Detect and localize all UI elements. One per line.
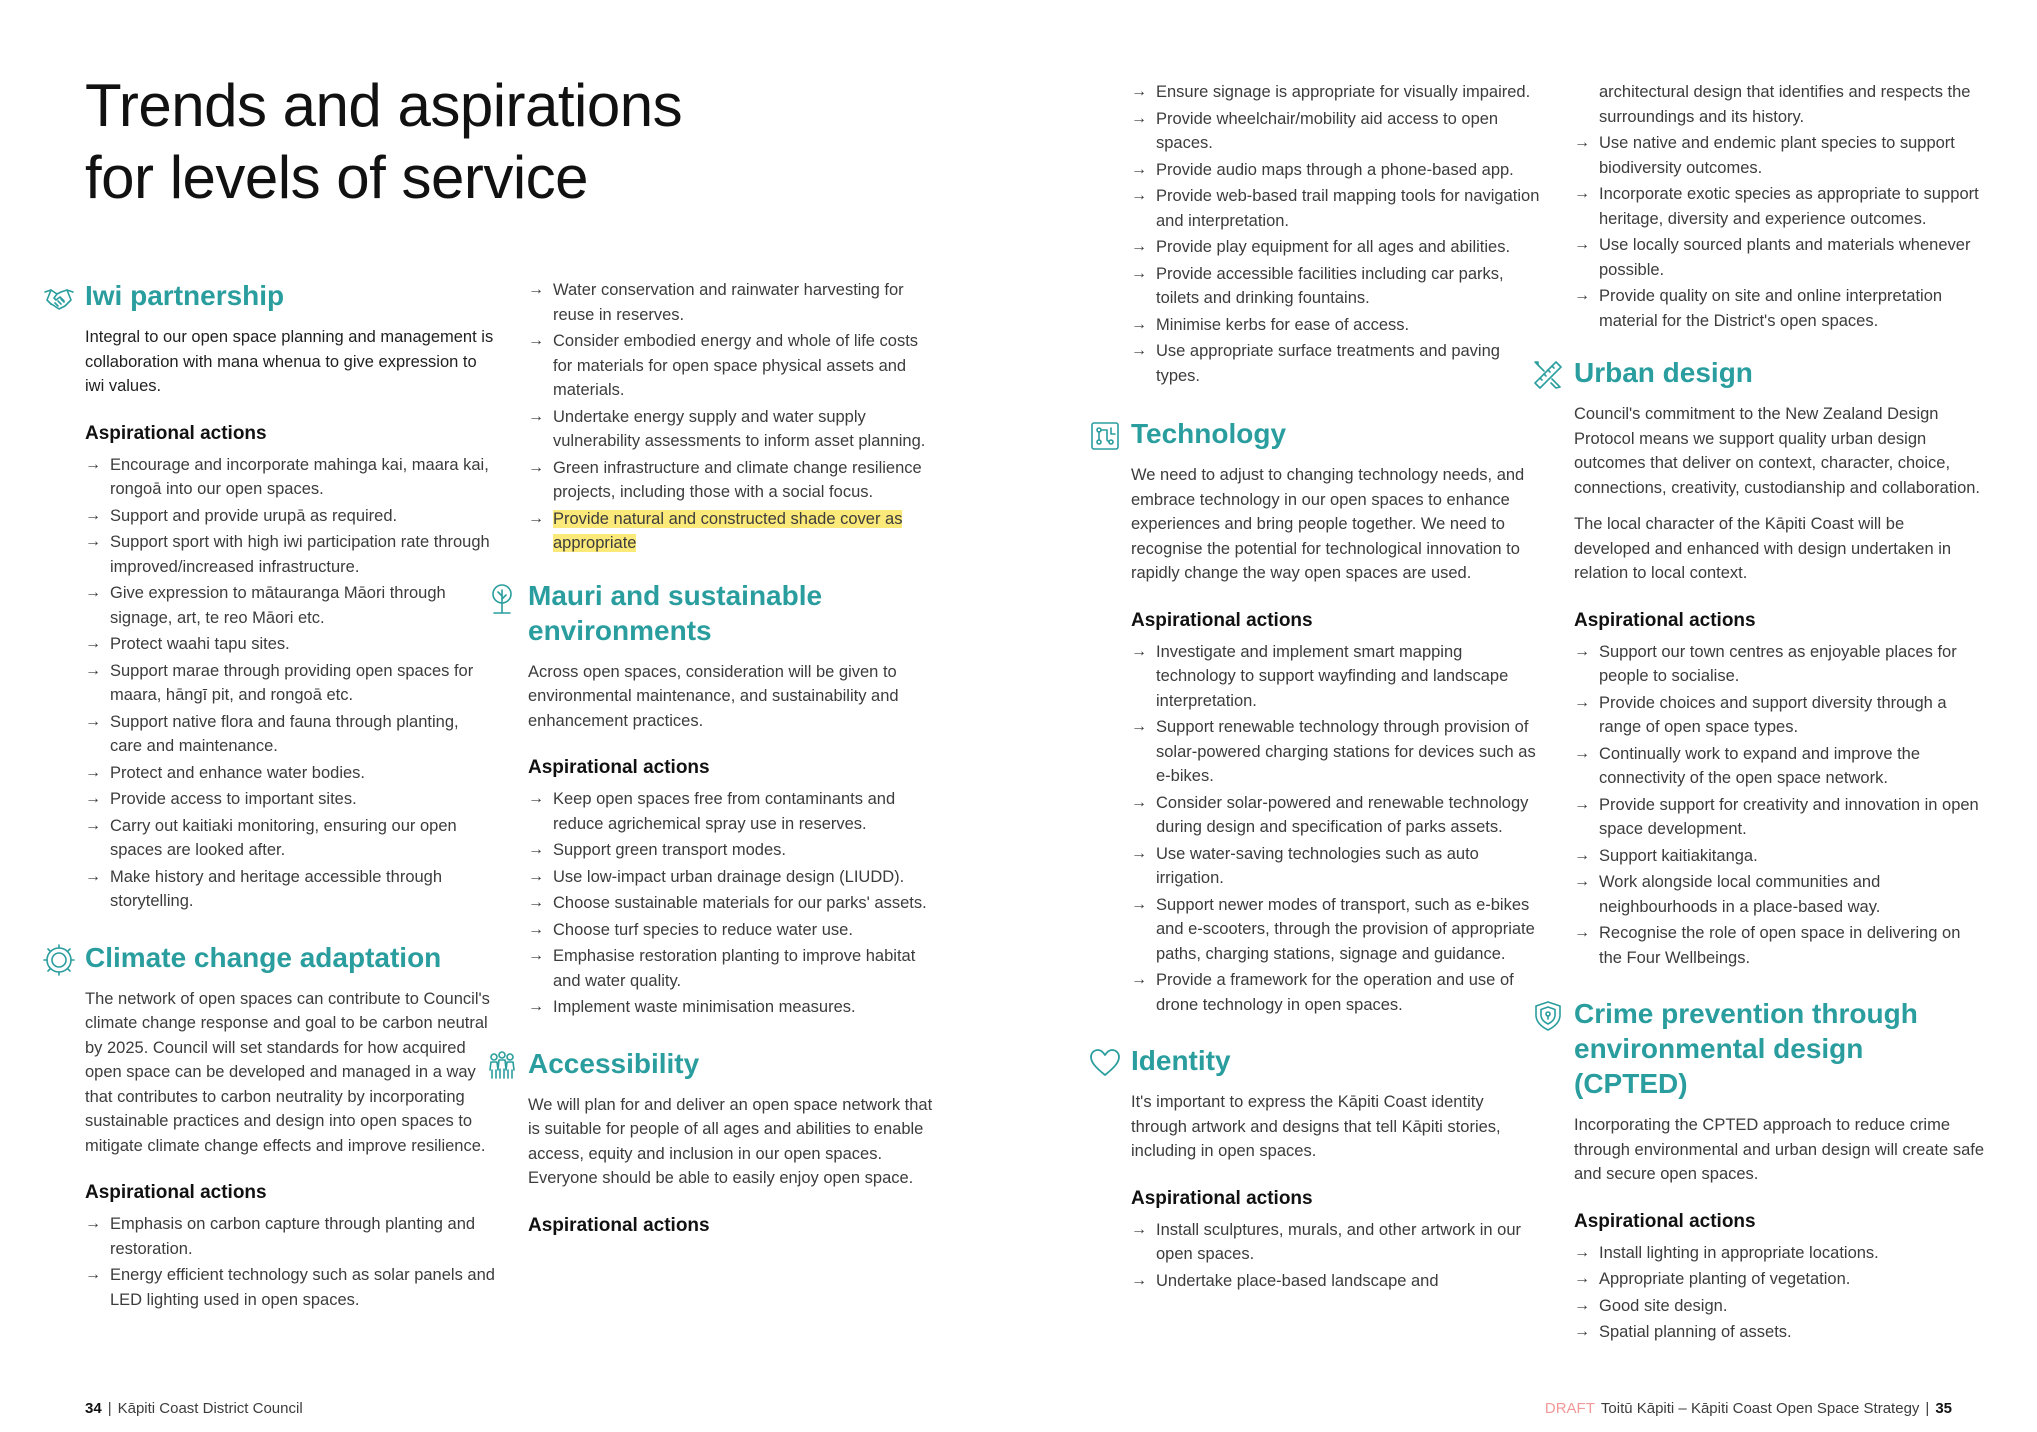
section-accessibility-continued	[1131, 80, 1541, 388]
arrow-right-icon: →	[85, 533, 101, 550]
list-item-text: Consider embodied energy and whole of life costs for materials for open space physical assets and materials.	[553, 332, 919, 399]
technology-intro: We need to adjust to changing technology needs, and embrace technology in our open spaces to enhance experiences and bring people together. We need to recognise the potential for technological innovation to rapidly change the way open spaces are used.	[1131, 466, 1525, 582]
list-item	[1131, 715, 1541, 789]
list-item-text: Choose turf species to reduce water use.	[553, 920, 853, 939]
section-identity-continued	[1574, 80, 1984, 333]
list-item-text: Provide play equipment for all ages and abilities.	[1156, 238, 1511, 256]
list-item-text: Consider solar-powered and renewable technology during design and specification of parks assets.	[1156, 793, 1529, 836]
list-item	[528, 456, 938, 505]
urban-design-intro-2: The local character of the Kāpiti Coast will be developed and enhanced with design undertaken in relation to local context.	[1574, 515, 1952, 582]
arrow-right-icon: →	[85, 816, 101, 834]
arrow-right-icon: →	[1574, 185, 1590, 202]
arrow-right-icon: →	[1131, 83, 1147, 100]
list-item	[1131, 235, 1541, 260]
page-title	[85, 70, 682, 214]
section-accessibility	[528, 1046, 938, 1239]
mauri-heading: Mauri and sustainable environments	[528, 579, 823, 646]
list-item	[85, 530, 495, 579]
list-item	[85, 659, 495, 708]
list-item	[1574, 870, 1984, 919]
list-item-text: Good site design.	[1599, 1296, 1728, 1315]
list-item-text: Support native flora and fauna through planting, care and maintenance.	[110, 712, 459, 755]
list-item	[1574, 921, 1984, 970]
list-item	[1574, 640, 1984, 689]
arrow-right-icon: →	[1574, 1323, 1590, 1340]
climate-intro: The network of open spaces can contribute to Council's climate change response and goal to be carbon neutral by 2025. Council will set standards for how acquired open space can be developed and managed in a way that contributes to carbon neutrality by incorporating sustainable practices and design into open spaces to mitigate climate change effects and improve resilience.	[85, 989, 490, 1155]
list-item-text: Emphasis on carbon capture through planting and restoration.	[110, 1215, 476, 1258]
iwi-heading: Iwi partnership	[85, 280, 285, 311]
arrow-right-icon: →	[1574, 287, 1590, 304]
iwi-intro: Integral to our open space planning and management is collaboration with mana whenua to give expression to iwi values.	[85, 328, 494, 395]
list-item	[1574, 233, 1984, 282]
arrow-right-icon: →	[1574, 134, 1590, 151]
list-item-text: Use water-saving technologies such as auto irrigation.	[1156, 844, 1479, 887]
arrow-right-icon: →	[85, 867, 101, 885]
arrow-right-icon: →	[1131, 793, 1147, 811]
arrow-right-icon: →	[1131, 109, 1147, 127]
list-item-text: Undertake energy supply and water supply vulnerability assessments to inform asset planning.	[553, 407, 926, 450]
list-item-text: Support marae through providing open spaces for maara, hāngī pit, and rongoā etc.	[110, 661, 474, 704]
list-item-text: Provide accessible facilities including car parks, toilets and drinking fountains.	[1156, 264, 1504, 307]
arrow-right-icon: →	[1131, 1220, 1147, 1238]
arrow-right-icon: →	[1574, 873, 1590, 890]
arrow-right-icon: →	[85, 712, 101, 730]
list-item	[85, 1263, 495, 1312]
list-item-text: Support kaitiakitanga.	[1599, 846, 1758, 865]
list-item	[1131, 893, 1541, 967]
arrow-right-icon: →	[1574, 795, 1590, 813]
list-item	[1131, 313, 1541, 338]
arrow-right-icon: →	[85, 1215, 101, 1232]
list-item	[528, 838, 938, 863]
arrow-right-icon: →	[1574, 744, 1590, 762]
list-item-text: Work alongside local communities and neighbourhoods in a place-based way.	[1599, 873, 1881, 916]
arrow-right-icon: →	[528, 920, 544, 938]
heart-icon	[1089, 1047, 1121, 1079]
list-item	[1131, 640, 1541, 714]
list-item-text: Use low-impact urban drainage design (LIUDD).	[553, 867, 905, 886]
arrow-right-icon: →	[1131, 264, 1147, 282]
identity-actions-list-continued	[1574, 131, 1984, 333]
list-item	[1574, 1241, 1984, 1266]
list-item-text: Carry out kaitiaki monitoring, ensuring our open spaces are looked after.	[110, 816, 457, 859]
section-mauri	[528, 578, 938, 1020]
mauri-intro: Across open spaces, consideration will be given to environmental maintenance, and sustainability and enhancement practices.	[528, 662, 899, 730]
list-item-text: Make history and heritage accessible through storytelling.	[110, 867, 443, 910]
arrow-right-icon: →	[1574, 846, 1590, 864]
technology-actions-heading: Aspirational actions	[1131, 609, 1313, 631]
list-item-text: Support sport with high iwi participation rate through improved/increased infrastructure.	[110, 533, 490, 576]
climate-actions-heading: Aspirational actions	[85, 1182, 267, 1203]
climate-highlighted-list	[528, 507, 938, 556]
arrow-right-icon: →	[1131, 1271, 1147, 1289]
list-item	[1131, 184, 1541, 233]
climate-heading: Climate change adaptation	[85, 941, 442, 973]
section-technology	[1131, 416, 1541, 1017]
iwi-actions-heading: Aspirational actions	[85, 422, 267, 444]
list-item	[528, 891, 938, 916]
list-item	[528, 329, 938, 403]
mauri-actions-list	[528, 787, 938, 1020]
technology-actions-list	[1131, 640, 1541, 1018]
list-item-text: Recognise the role of open space in delivering on the Four Wellbeings.	[1599, 924, 1961, 967]
list-item	[528, 865, 938, 890]
list-item-text: Use locally sourced plants and materials whenever possible.	[1599, 236, 1971, 279]
cpted-heading: Crime prevention through environmental design (CPTED)	[1574, 998, 1918, 1099]
arrow-right-icon: →	[528, 458, 544, 476]
list-item	[85, 814, 495, 863]
arrow-right-icon: →	[85, 584, 101, 601]
section-urban-design	[1574, 355, 1984, 970]
list-item-text: Support renewable technology through provision of solar-powered charging stations for devices such as e-bikes.	[1156, 718, 1536, 785]
arrow-right-icon: →	[1574, 1243, 1590, 1261]
list-item	[528, 278, 938, 327]
list-item	[1574, 1267, 1984, 1292]
arrow-right-icon: →	[528, 790, 544, 807]
list-item	[85, 453, 495, 502]
iwi-actions-list	[85, 453, 495, 914]
shield-icon	[1532, 1000, 1564, 1032]
list-item	[1131, 968, 1541, 1017]
list-item-text: Provide support for creativity and innovation in open space development.	[1599, 795, 1979, 838]
urban-design-intro-1: Council's commitment to the New Zealand Design Protocol means we support quality urban design outcomes that deliver on context, character, choice, connections, creativity, custodianship and collaboration.	[1574, 405, 1981, 497]
list-item-text: Incorporate exotic species as appropriate to support heritage, diversity and experience outcomes.	[1599, 185, 1979, 228]
column-2	[528, 278, 938, 1265]
list-item	[1131, 80, 1541, 105]
arrow-right-icon: →	[1131, 895, 1147, 913]
list-item	[528, 944, 938, 993]
list-item-text: Support our town centres as enjoyable places for people to socialise.	[1599, 642, 1957, 685]
identity-heading: Identity	[1131, 1045, 1231, 1076]
list-item	[1574, 1294, 1984, 1319]
section-climate-change	[85, 940, 495, 1313]
page-title-line-2: for levels of service	[85, 144, 589, 211]
list-item-text: Provide wheelchair/mobility aid access to open spaces.	[1156, 109, 1499, 152]
list-item-text: Ensure signage is appropriate for visually impaired.	[1156, 83, 1531, 101]
technology-heading: Technology	[1131, 418, 1287, 449]
arrow-right-icon: →	[1574, 924, 1590, 941]
tree-icon	[486, 582, 518, 614]
list-item-text: Install lighting in appropriate locations.	[1599, 1243, 1879, 1262]
arrow-right-icon: →	[1131, 342, 1147, 359]
list-item	[528, 405, 938, 454]
arrow-right-icon: →	[528, 998, 544, 1015]
accessibility-actions-list	[1131, 80, 1541, 388]
arrow-right-icon: →	[85, 506, 101, 524]
arrow-right-icon: →	[1131, 160, 1147, 178]
arrow-right-icon: →	[528, 841, 544, 858]
arrow-right-icon: →	[85, 1266, 101, 1283]
list-item	[85, 787, 495, 812]
arrow-right-icon: →	[1574, 1270, 1590, 1287]
footer-left	[85, 1400, 303, 1418]
list-item-text: Support newer modes of transport, such as e-bikes and e-scooters, through the provision of appropriate paths, charging stations, signage and guidance.	[1156, 895, 1535, 963]
list-item-text: Choose sustainable materials for our parks' assets.	[553, 894, 927, 912]
circuit-board-icon	[1089, 420, 1121, 452]
list-item-text: Install sculptures, murals, and other artwork in our open spaces.	[1156, 1220, 1521, 1263]
list-item-text: Investigate and implement smart mapping technology to support wayfinding and landscape interpretation.	[1156, 642, 1509, 710]
list-item	[85, 761, 495, 786]
list-item	[85, 632, 495, 657]
list-item	[1574, 793, 1984, 842]
list-item-text: Support green transport modes.	[553, 841, 786, 859]
list-item	[1574, 1320, 1984, 1345]
identity-intro: It's important to express the Kāpiti Coast identity through artwork and designs that tell Kāpiti stories, including in open spaces.	[1131, 1093, 1501, 1160]
section-iwi-partnership	[85, 278, 495, 914]
list-item-text: Spatial planning of assets.	[1599, 1323, 1792, 1341]
list-item	[528, 995, 938, 1020]
arrow-right-icon: →	[1131, 971, 1147, 988]
list-item	[1574, 182, 1984, 231]
list-item-text: Use native and endemic plant species to support biodiversity outcomes.	[1599, 134, 1955, 177]
list-item	[1131, 1269, 1541, 1294]
page-number-right: 35	[1935, 1400, 1952, 1417]
list-item-text: Implement waste minimisation measures.	[553, 998, 856, 1016]
list-item	[85, 710, 495, 759]
column-4	[1574, 80, 1984, 1371]
accessibility-heading: Accessibility	[528, 1047, 700, 1079]
page-number-left: 34	[85, 1400, 102, 1417]
arrow-right-icon: →	[528, 867, 544, 885]
accessibility-actions-heading: Aspirational actions	[528, 1214, 710, 1236]
list-item	[1131, 791, 1541, 840]
arrow-right-icon: →	[1574, 1296, 1590, 1314]
arrow-right-icon: →	[528, 947, 544, 964]
footer-separator: |	[1925, 1400, 1930, 1417]
urban-design-actions-list	[1574, 640, 1984, 971]
list-item-text: Minimise kerbs for ease of access.	[1156, 315, 1410, 334]
arrow-right-icon: →	[1131, 238, 1147, 255]
list-item	[528, 918, 938, 943]
cpted-actions-list	[1574, 1241, 1984, 1345]
cpted-intro: Incorporating the CPTED approach to reduce crime through environmental and urban design will create safe and secure open spaces.	[1574, 1116, 1985, 1183]
page-title-line-1: Trends and aspirations	[85, 72, 683, 139]
urban-design-heading: Urban design	[1574, 357, 1753, 388]
identity-actions-heading: Aspirational actions	[1131, 1187, 1313, 1209]
arrow-right-icon: →	[1574, 642, 1590, 660]
list-item	[1131, 107, 1541, 156]
list-item	[1574, 131, 1984, 180]
list-item-text: Protect and enhance water bodies.	[110, 763, 366, 782]
handshake-icon	[43, 282, 75, 314]
draft-label: DRAFT	[1544, 1400, 1595, 1417]
urban-design-actions-heading: Aspirational actions	[1574, 609, 1756, 631]
section-cpted	[1574, 996, 1984, 1345]
accessibility-intro: We will plan for and deliver an open space network that is suitable for people of all ages and abilities to enable access, equity and inclusion in our open spaces. Everyone should be able to easily enjoy open space.	[528, 1095, 933, 1187]
arrow-right-icon: →	[528, 281, 544, 298]
list-item-text: Use appropriate surface treatments and paving types.	[1156, 342, 1500, 385]
list-item-text: Give expression to mātauranga Māori through signage, art, te reo Māori etc.	[110, 584, 446, 627]
column-3	[1131, 80, 1541, 1319]
list-item	[1574, 691, 1984, 740]
arrow-right-icon: →	[85, 790, 101, 807]
list-item	[1574, 844, 1984, 869]
list-item	[528, 507, 938, 556]
arrow-right-icon: →	[1131, 844, 1147, 862]
arrow-right-icon: →	[85, 763, 101, 781]
list-item	[1131, 158, 1541, 183]
arrow-right-icon: →	[1131, 315, 1147, 333]
list-item	[1131, 339, 1541, 388]
arrow-right-icon: →	[528, 407, 544, 425]
arrow-right-icon: →	[528, 332, 544, 349]
list-item	[1131, 842, 1541, 891]
arrow-right-icon: →	[85, 635, 101, 652]
arrow-right-icon: →	[1574, 236, 1590, 253]
list-item	[1574, 284, 1984, 333]
list-item-text: Emphasise restoration planting to improve habitat and water quality.	[553, 947, 916, 990]
identity-action-continued: architectural design that identifies and respects the surroundings and its history.	[1599, 83, 1971, 126]
arrow-right-icon: →	[528, 509, 544, 527]
mauri-actions-heading: Aspirational actions	[528, 757, 710, 778]
list-item-text: Appropriate planting of vegetation.	[1599, 1270, 1851, 1288]
list-item-text: Provide access to important sites.	[110, 790, 357, 808]
list-item	[85, 1212, 495, 1261]
list-item	[85, 865, 495, 914]
footer-document-title: Toitū Kāpiti – Kāpiti Coast Open Space Strategy	[1600, 1400, 1920, 1417]
list-item	[528, 787, 938, 836]
list-item-text: Green infrastructure and climate change resilience projects, including those with a social focus.	[553, 458, 922, 501]
list-item	[1574, 742, 1984, 791]
cpted-actions-heading: Aspirational actions	[1574, 1210, 1756, 1232]
footer-right	[1545, 1400, 1952, 1418]
ruler-pencil-icon	[1532, 359, 1564, 391]
list-item-text: Energy efficient technology such as solar panels and LED lighting used in open spaces.	[110, 1266, 495, 1309]
arrow-right-icon: →	[1131, 187, 1147, 204]
list-item-text: Encourage and incorporate mahinga kai, maara kai, rongoā into our open spaces.	[110, 455, 489, 498]
section-climate-continued	[528, 278, 938, 556]
list-item-text: Protect waahi tapu sites.	[110, 635, 290, 653]
list-item-text: Undertake place-based landscape and	[1156, 1271, 1439, 1290]
list-item-text: Provide choices and support diversity through a range of open space types.	[1599, 693, 1947, 736]
list-item	[1131, 262, 1541, 311]
list-item	[85, 581, 495, 630]
arrow-right-icon: →	[1131, 642, 1147, 660]
list-item-text: Provide web-based trail mapping tools for navigation and interpretation.	[1156, 187, 1540, 230]
list-item	[1131, 1218, 1541, 1267]
arrow-right-icon: →	[1574, 693, 1590, 711]
footer-publisher: Kāpiti Coast District Council	[117, 1400, 303, 1417]
column-1	[85, 278, 495, 1338]
list-item-text: Support and provide urupā as required.	[110, 506, 398, 525]
list-item-text: Provide a framework for the operation and use of drone technology in open spaces.	[1156, 971, 1514, 1014]
climate-actions-list-continued	[528, 278, 938, 505]
people-group-icon	[486, 1050, 518, 1082]
climate-actions-list	[85, 1212, 495, 1312]
list-item-text: Continually work to expand and improve the connectivity of the open space network.	[1599, 744, 1921, 787]
section-identity	[1131, 1043, 1541, 1293]
arrow-right-icon: →	[85, 455, 101, 473]
highlighted-action: Provide natural and constructed shade cover as appropriate	[553, 509, 903, 552]
list-item-text: Keep open spaces free from contaminants and reduce agrichemical spray use in reserves.	[553, 790, 896, 833]
footer-separator: |	[107, 1400, 112, 1417]
arrow-right-icon: →	[1131, 718, 1147, 735]
list-item-text: Provide quality on site and online interpretation material for the District's open spaces.	[1599, 287, 1943, 330]
arrow-right-icon: →	[528, 894, 544, 911]
identity-actions-list	[1131, 1218, 1541, 1294]
list-item	[85, 504, 495, 529]
list-item-text: Provide audio maps through a phone-based app.	[1156, 160, 1514, 179]
arrow-right-icon: →	[85, 661, 101, 679]
climate-sun-icon	[43, 944, 75, 976]
list-item-text: Water conservation and rainwater harvesting for reuse in reserves.	[553, 281, 904, 324]
